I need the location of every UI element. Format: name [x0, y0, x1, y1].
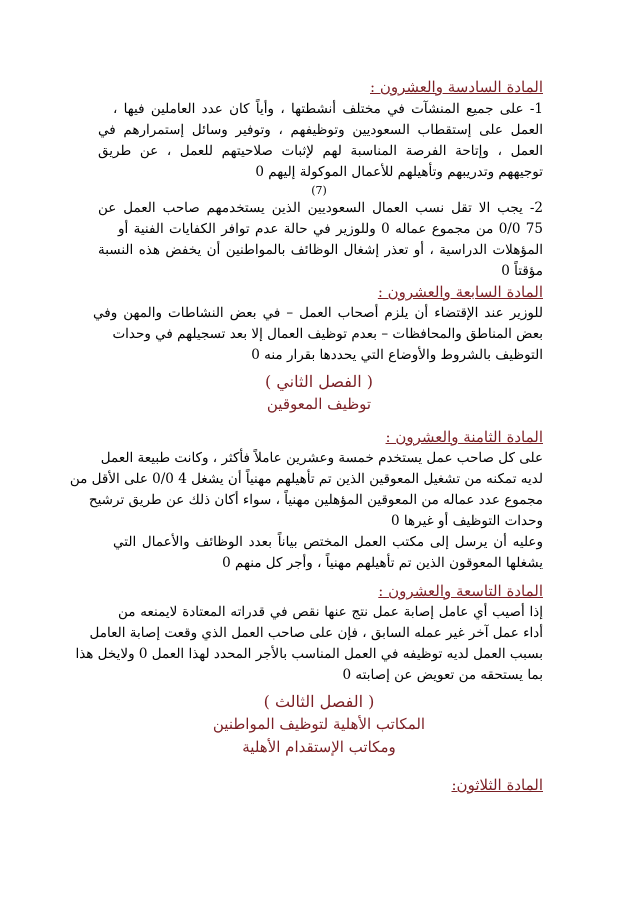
article-26-line: العمل ، وإتاحة الفرصة المناسبة لهم لإثبات صلاحيتهم للعمل ، عن طريق	[98, 143, 543, 159]
chapter-2-subtitle: توظيف المعوقين	[266, 395, 372, 413]
article-28-line: لديه تمكنه من تشغيل المعوقين الذين تم تأهيلهم مهنياً أن يشغل 4 0/0 على الأقل من	[69, 471, 543, 487]
article-29-line: بما يستحقه من تعويض عن إصابته 0	[342, 667, 543, 683]
article-26-line: توجيههم وتدريبهم وتأهيلهم للأعمال الموكولة إليهم 0	[255, 164, 543, 180]
article-29-heading: المادة التاسعة والعشرون :	[378, 582, 543, 600]
article-28-line: يشغلها المعوقون الذين تم تأهيلهم مهنياً ، وأجر كل منهم 0	[222, 555, 543, 571]
article-29-line: أداء عمل آخر غير عمله السابق ، فإن على صاحب العمل الذي وقعت إصابة العامل	[89, 625, 543, 641]
article-30-heading: المادة الثلاثون:	[451, 776, 543, 794]
article-26-line: 75 0/0 من مجموع عماله 0 وللوزير في حالة عدم توافر الكفايات الفنية أو	[118, 221, 543, 237]
article-27-line: بعض المناطق والمحافظات – بعدم توظيف العمال إلا بعد تسجيلهم في وحدات	[112, 326, 543, 342]
chapter-3-subtitle: المكاتب الأهلية لتوظيف المواطنين	[212, 715, 426, 733]
article-26-heading: المادة السادسة والعشرون :	[370, 78, 543, 96]
article-29-line: إذا أصيب أي عامل إصابة عمل نتج عنها نقص في قدراته المعتادة لايمنعه من	[118, 604, 543, 620]
chapter-2-title: ( الفصل الثاني )	[265, 372, 373, 391]
article-26-line: 1- على جميع المنشآت في مختلف أنشطتها ، وأياً كان عدد العاملين فيها ،	[113, 101, 543, 117]
article-27-line: التوظيف بالشروط والأوضاع التي يحددها بقرار منه 0	[251, 347, 543, 363]
article-28-line: على كل صاحب عمل يستخدم خمسة وعشرين عاملاً فأكثر ، وكانت طبيعة العمل	[100, 450, 543, 466]
chapter-3-subtitle: ومكاتب الإستقدام الأهلية	[242, 738, 396, 756]
article-26-line: 2- يجب الا تقل نسب العمال السعوديين الذين يستخدمهم صاحب العمل عن	[98, 200, 543, 216]
article-26-line: مؤقتاً 0	[501, 263, 543, 279]
article-27-heading: المادة السابعة والعشرون :	[377, 283, 543, 301]
article-29-line: بسبب العمل لديه توظيفه في العمل المناسب بالأجر المحدد لهذا العمل 0 ولايخل هذا	[75, 646, 543, 662]
article-27-line: للوزير عند الإقتضاء أن يلزم أصحاب العمل – في بعض النشاطات والمهن وفي	[93, 305, 543, 321]
article-28-line: مجموع عدد عماله من المعوقين المؤهلين مهنياً ، سواء أكان ذلك عن طريق ترشيح	[88, 492, 543, 508]
article-28-line: وحدات التوظيف أو غيرها 0	[391, 513, 543, 529]
article-28-line: وعليه أن يرسل إلى مكتب العمل المختص بياناً بعدد الوظائف والأعمال التي	[113, 534, 543, 550]
article-28-heading: المادة الثامنة والعشرون :	[385, 428, 543, 446]
article-26-line: العمل على إستقطاب السعوديين وتوظيفهم ، وتوفير وسائل إستمرارهم في	[98, 122, 543, 138]
page-number: (7)	[311, 184, 327, 197]
chapter-3-title: ( الفصل الثالث )	[263, 692, 375, 711]
article-26-line: المؤهلات الدراسية ، أو تعذر إشغال الوظائف بالمواطنين أن يخفض هذه النسبة	[98, 242, 543, 258]
